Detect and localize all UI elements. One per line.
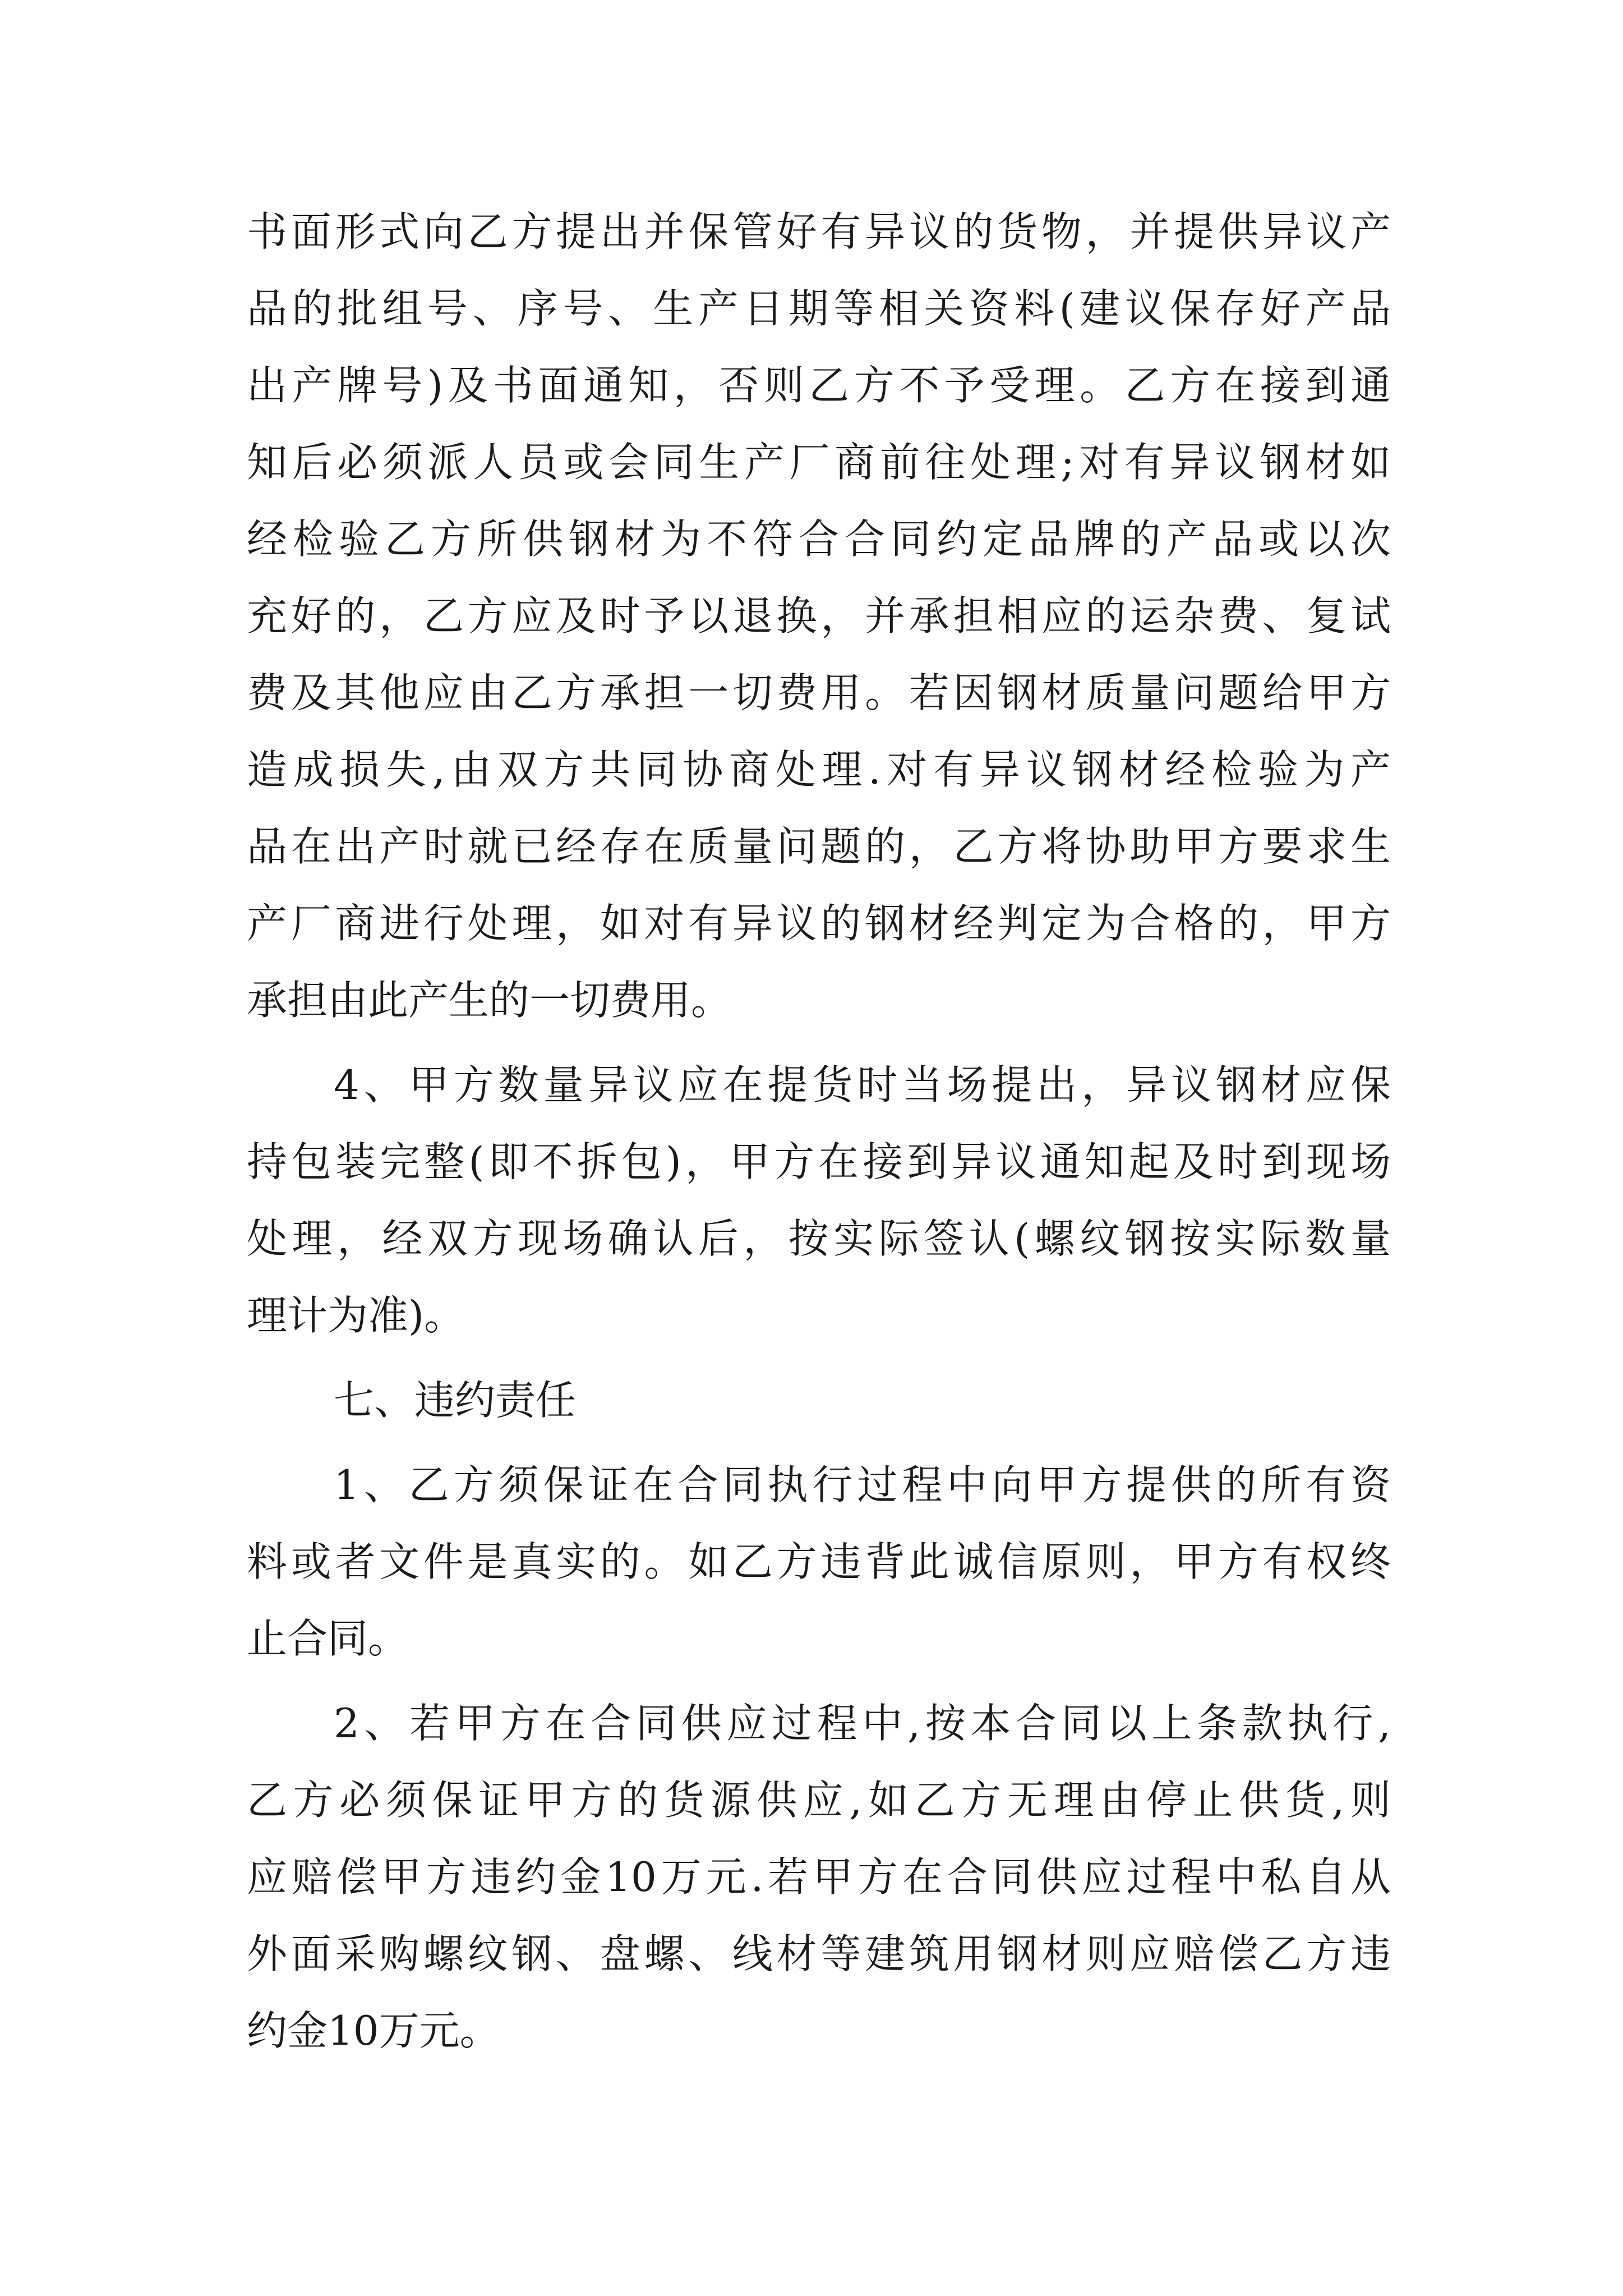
text-line: 止合同。 xyxy=(247,1615,409,1662)
text-line: 充好的，乙方应及时予以退换，并承担相应的运杂费、复试 xyxy=(247,592,1391,639)
text-line: 经检验乙方所供钢材为不符合合同约定品牌的产品或以次 xyxy=(247,516,1391,563)
text-line: 承担由此产生的一切费用。 xyxy=(247,977,732,1024)
text-line: 出产牌号)及书面通知，否则乙方不予受理。乙方在接到通 xyxy=(247,362,1391,409)
text-line: 4、甲方数量异议应在提货时当场提出，异议钢材应保 xyxy=(334,1061,1391,1108)
text-line: 料或者文件是真实的。如乙方违背此诚信原则，甲方有权终 xyxy=(247,1538,1391,1585)
paragraph-quantity-objection xyxy=(247,1047,1391,1354)
text-line: 品在出产时就已经存在质量问题的，乙方将协助甲方要求生 xyxy=(247,823,1391,870)
paragraph-clause-2 xyxy=(247,1685,1391,2069)
paragraph-gap xyxy=(247,1039,1391,1047)
paragraph-gap xyxy=(247,1677,1391,1685)
text-line: 造成损失,由双方共同协商处理.对有异议钢材经检验为产 xyxy=(247,746,1391,793)
text-line: 品的批组号、序号、生产日期等相关资料(建议保存好产品 xyxy=(247,285,1391,332)
text-line: 乙方必须保证甲方的货源供应,如乙方无理由停止供货,则 xyxy=(247,1777,1391,1824)
text-line: 产厂商进行处理，如对有异议的钢材经判定为合格的，甲方 xyxy=(247,900,1391,947)
text-line: 理计为准)。 xyxy=(247,1292,465,1339)
text-line: 知后必须派人员或会同生产厂商前往处理;对有异议钢材如 xyxy=(247,439,1391,486)
text-line: 处理，经双方现场确认后，按实际签认(螺纹钢按实际数量 xyxy=(247,1215,1391,1262)
text-line: 应赔偿甲方违约金10万元.若甲方在合同供应过程中私自从 xyxy=(247,1853,1391,1901)
paragraph-clause-1 xyxy=(247,1447,1391,1677)
text-line: 2、若甲方在合同供应过程中,按本合同以上条款执行, xyxy=(334,1700,1391,1747)
text-line: 书面形式向乙方提出并保管好有异议的货物，并提供异议产 xyxy=(247,208,1391,255)
section-heading: 七、违约责任 xyxy=(334,1377,577,1424)
text-line: 持包装完整(即不拆包)，甲方在接到异议通知起及时到现场 xyxy=(247,1138,1391,1185)
paragraph-gap xyxy=(247,1354,1391,1362)
paragraph-gap xyxy=(247,1439,1391,1447)
text-line: 约金10万元。 xyxy=(247,2007,500,2054)
paragraph-quality-objection xyxy=(247,194,1391,1039)
text-line: 外面采购螺纹钢、盘螺、线材等建筑用钢材则应赔偿乙方违 xyxy=(247,1930,1391,1977)
text-line: 1、乙方须保证在合同执行过程中向甲方提供的所有资 xyxy=(334,1461,1391,1508)
section-heading-breach-liability xyxy=(247,1362,1391,1439)
text-line: 费及其他应由乙方承担一切费用。若因钢材质量问题给甲方 xyxy=(247,669,1391,716)
document-body xyxy=(247,194,1391,2069)
